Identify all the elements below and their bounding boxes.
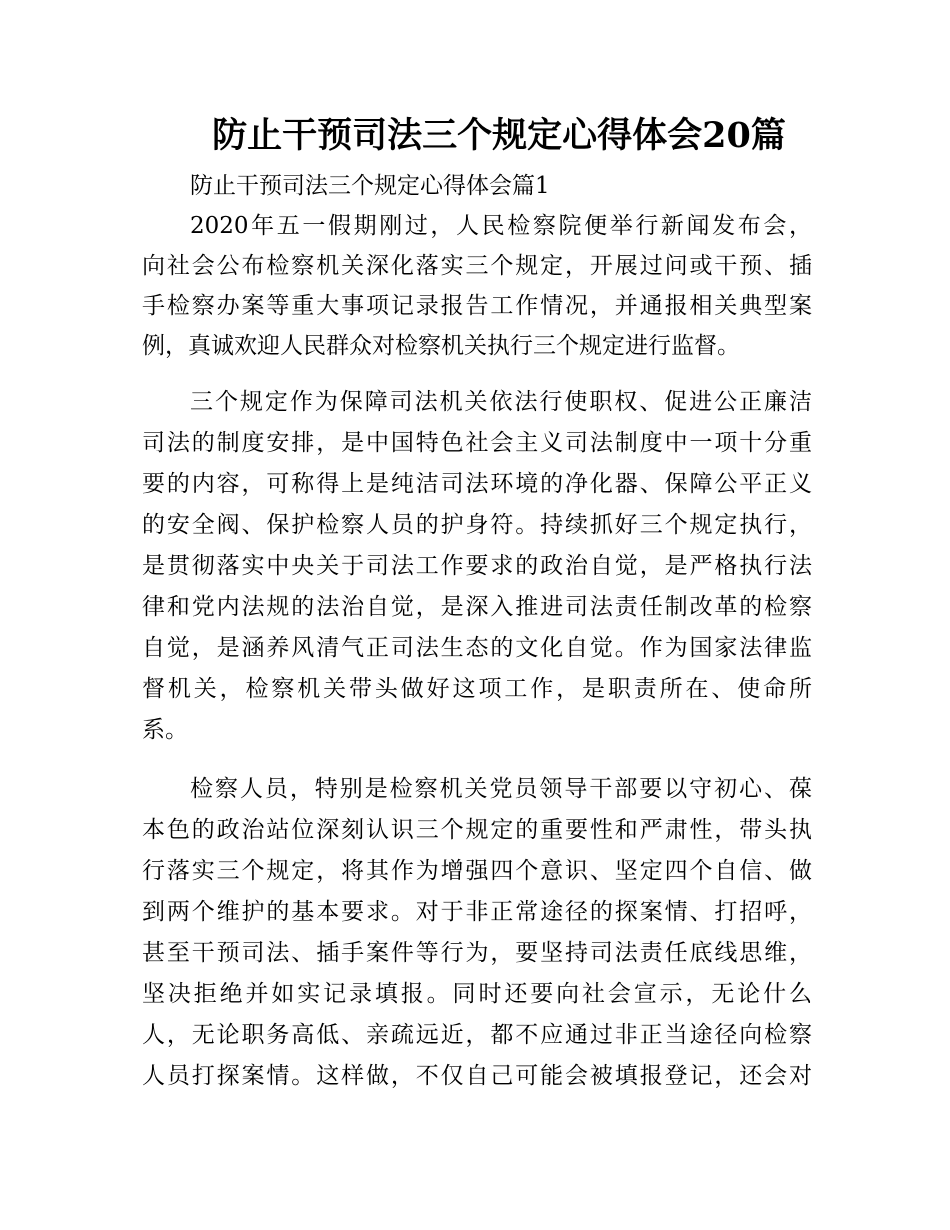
paragraph-3-line-3: 行落实三个规定，将其作为增强四个意识、坚定四个自信、做 xyxy=(142,858,812,884)
paragraph-3-line-1: 检察人员，特别是检察机关党员领导干部要以守初心、葆 xyxy=(190,776,812,802)
paragraph-2-line-3: 要的内容，可称得上是纯洁司法环境的净化器、保障公平正义 xyxy=(142,471,812,497)
paragraph-3-line-5: 甚至干预司法、插手案件等行为，要坚持司法责任底线思维， xyxy=(142,940,812,966)
paragraph-2-line-5: 是贯彻落实中央关于司法工作要求的政治自觉，是严格执行法 xyxy=(142,553,812,579)
paragraph-2-line-9: 系。 xyxy=(142,717,188,743)
paragraph-2-line-2: 司法的制度安排，是中国特色社会主义司法制度中一项十分重 xyxy=(142,430,812,456)
paragraph-2-line-4: 的安全阀、保护检察人员的护身符。持续抓好三个规定执行， xyxy=(142,512,812,538)
paragraph-2-line-1: 三个规定作为保障司法机关依法行使职权、促进公正廉洁 xyxy=(190,389,812,415)
paragraph-1-line-1: 2020年五一假期刚过，人民检察院便举行新闻发布会， xyxy=(190,213,812,239)
paragraph-3-line-2: 本色的政治站位深刻认识三个规定的重要性和严肃性，带头执 xyxy=(142,817,812,843)
paragraph-2-line-6: 律和党内法规的法治自觉，是深入推进司法责任制改革的检察 xyxy=(142,594,812,620)
section-heading: 防止干预司法三个规定心得体会篇1 xyxy=(190,173,550,199)
paragraph-3-line-6: 坚决拒绝并如实记录填报。同时还要向社会宣示，无论什么 xyxy=(142,981,812,1007)
paragraph-3-line-4: 到两个维护的基本要求。对于非正常途径的探案情、打招呼， xyxy=(142,899,812,925)
paragraph-2-line-8: 督机关，检察机关带头做好这项工作，是职责所在、使命所 xyxy=(142,676,812,702)
paragraph-2-line-7: 自觉，是涵养风清气正司法生态的文化自觉。作为国家法律监 xyxy=(142,635,812,661)
paragraph-1-line-4: 例，真诚欢迎人民群众对检察机关执行三个规定进行监督。 xyxy=(142,333,740,359)
document-title: 防止干预司法三个规定心得体会20篇 xyxy=(212,115,786,156)
paragraph-1-line-2: 向社会公布检察机关深化落实三个规定，开展过问或干预、插 xyxy=(142,253,812,279)
paragraph-3-line-7: 人，无论职务高低、亲疏远近，都不应通过非正当途径向检察 xyxy=(142,1022,812,1048)
paragraph-3-line-8: 人员打探案情。这样做，不仅自己可能会被填报登记，还会对 xyxy=(142,1063,812,1089)
paragraph-1-line-3: 手检察办案等重大事项记录报告工作情况，并通报相关典型案 xyxy=(142,293,812,319)
